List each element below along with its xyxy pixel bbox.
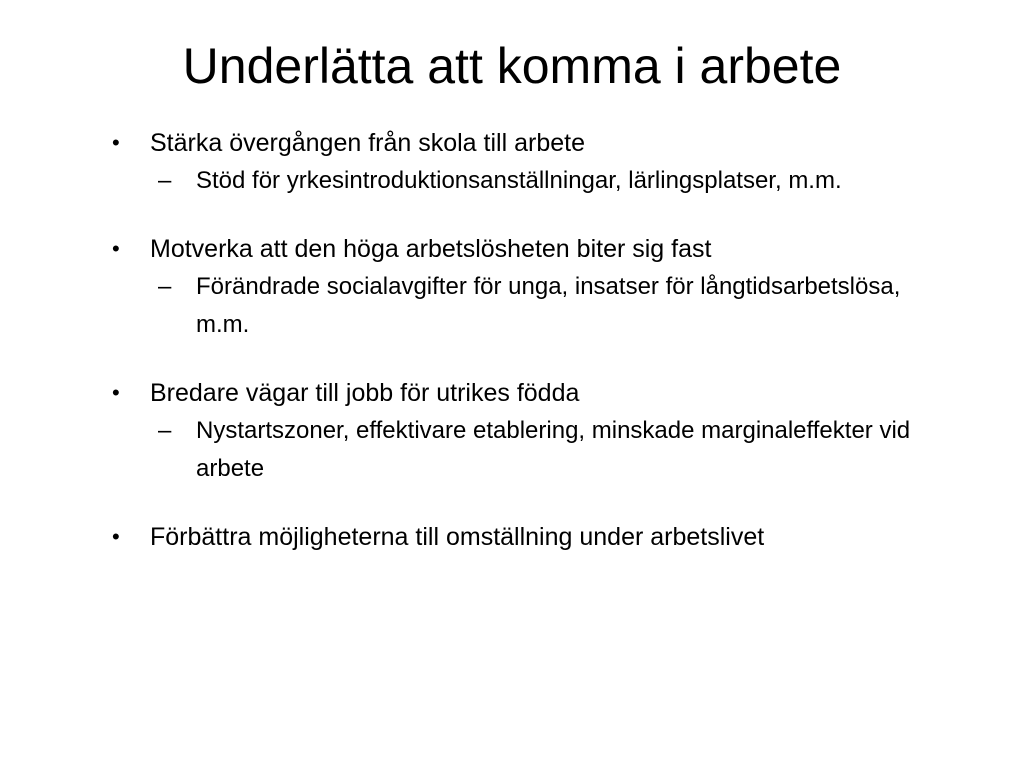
sub-bullet-item: [112, 268, 932, 344]
bullet-text: Förbättra möjligheterna till omställning under arbetslivet: [150, 523, 765, 551]
bullet-dot-icon: •: [112, 236, 120, 261]
bullet-text: Bredare vägar till jobb för utrikes födda: [150, 379, 580, 407]
bullet-text: Stärka övergången från skola till arbete: [150, 129, 585, 157]
dash-icon: –: [158, 167, 172, 194]
bullet-dot-icon: •: [112, 524, 120, 549]
bullet-item: [112, 374, 932, 412]
sub-bullet-text: Förändrade socialavgifter för unga, insatser för långtidsarbetslösa, m.m.: [196, 273, 901, 338]
sub-bullet-item: [112, 162, 932, 200]
bullet-dot-icon: •: [112, 380, 120, 405]
sub-bullet-text: Nystartszoner, effektivare etablering, minskade marginaleffekter vid arbete: [196, 417, 911, 482]
sub-bullet-item: [112, 412, 932, 488]
spacer: [112, 488, 932, 518]
slide-title: Underlätta att komma i arbete: [182, 38, 842, 94]
sub-bullet-text: Stöd för yrkesintroduktionsanställningar, lärlingsplatser, m.m.: [196, 167, 842, 194]
bullet-text: Motverka att den höga arbetslösheten biter sig fast: [150, 235, 712, 263]
dash-icon: –: [158, 417, 172, 444]
spacer: [112, 344, 932, 374]
bullet-dot-icon: •: [112, 130, 120, 155]
bullet-item: [112, 518, 932, 556]
bullet-item: [112, 230, 932, 268]
dash-icon: –: [158, 273, 172, 300]
spacer: [112, 200, 932, 230]
bullet-item: [112, 124, 932, 162]
bullet-list: [112, 124, 932, 556]
